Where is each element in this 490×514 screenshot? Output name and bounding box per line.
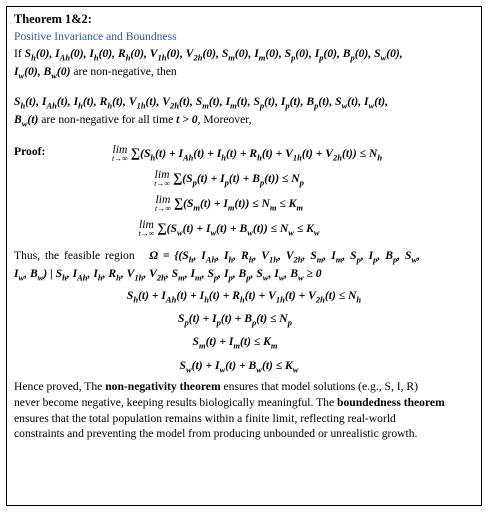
state-vars-2: $B_w(t)$ xyxy=(14,113,39,129)
lim-operator: lim t→∞ xyxy=(154,193,171,213)
boundedness-term: boundedness theorem xyxy=(337,395,445,409)
theorem-box xyxy=(6,6,482,506)
conclusion-line-4: constraints and preventing the model from producing unbounded or unrealistic growth. xyxy=(14,427,418,441)
feasible-eq-3: $S_m(t) + I_m(t) \le K_m$ xyxy=(192,335,278,351)
proof-eq-1-row xyxy=(14,142,474,167)
proof-eq-2: lim t→∞ $\sum(S_p(t) + I_p(t) + B_p(t)) \le N_p$ xyxy=(154,168,304,188)
feasible-eq-2: $S_p(t) + I_p(t) + B_p(t) \le N_p$ xyxy=(178,312,292,328)
statement-nonneg: are non-negative, then xyxy=(73,65,177,79)
feasible-region-line-1 xyxy=(14,248,474,266)
statement-moreover: , Moreover, xyxy=(197,113,252,127)
theorem-subtitle: Positive Invariance and Boundness xyxy=(14,30,177,44)
omega-set-1: $\Omega = \{(S_h$, $I_{Ah}$, $I_h$, $R_h$, $V_{1h}$, $V_{2h}$, $S_m$, $I_m$, $S_p$, $I_p$, $B_p$, $S_w$, xyxy=(149,249,421,265)
non-negativity-term: non-negativity theorem xyxy=(105,379,221,393)
feasible-intro: Thus, the feasible region xyxy=(14,249,135,263)
statement-line-2 xyxy=(14,64,474,82)
statement-line-3 xyxy=(14,94,474,112)
lim-operator: lim t→∞ xyxy=(154,168,171,188)
conclusion-line-1: Hence proved, The non-negativity theorem ensures that model solutions (e.g., S, I, R) xyxy=(14,379,419,393)
feasible-eq-1: $S_h(t) + I_{Ah}(t) + I_h(t) + R_h(t) + V_{1h}(t) + V_{2h}(t) \le N_h$ xyxy=(126,289,362,305)
statement-line-1 xyxy=(14,46,474,64)
statement-line-4 xyxy=(14,112,474,130)
feasible-eq-4: $S_w(t) + I_w(t) + B_w(t) \le K_w$ xyxy=(179,358,299,374)
proof-eq-3: lim t→∞ $\sum(S_m(t) + I_m(t)) \le N_m \le K_m$ xyxy=(154,193,304,213)
lim-operator: lim t→∞ xyxy=(138,218,155,238)
statement-all-time: are non-negative for all time xyxy=(41,113,174,127)
proof-eq-1: lim t→∞ $\sum(S_h(t) + I_{Ah}(t) + I_h(t) + R_h(t) + V_{1h}(t) + V_{2h}(t)) \le N_h$ xyxy=(111,143,383,163)
state-vars-1: $S_h(t)$, $I_{Ah}(t)$, $I_h(t)$, $R_h(t)$, $V_{1h}(t)$, $V_{2h}(t)$, $S_m(t)$, $I_m(t)$, $S_p(t)$, $I_p(t)$, $B_p(t)$, $S_w(t)$, $I_w(t)$, xyxy=(14,95,389,111)
statement-if: If xyxy=(14,47,22,61)
initial-conditions-1: $S_h(0)$, $I_{Ah}(0)$, $I_h(0)$, $R_h(0)$, $V_{1h}(0)$, $V_{2h}(0)$, $S_m(0)$, $I_m(0)$, $S_p(0)$, $I_p(0)$, $B_p(0)$, $S_w(0)$, xyxy=(24,47,403,63)
time-condition: t > 0 xyxy=(176,113,198,127)
conclusion-line-3: ensures that the total population remains within a finite limit, reflecting real-world xyxy=(14,411,396,425)
lim-operator: lim t→∞ xyxy=(111,143,128,163)
proof-eq-4: lim t→∞ $\sum(S_w(t) + I_w(t) + B_w(t)) \le N_w \le K_w$ xyxy=(138,218,320,238)
proof-label: Proof: xyxy=(14,145,46,159)
initial-conditions-2: $I_w(0)$, $B_w(0)$ xyxy=(14,65,71,81)
omega-set-2: $I_w$, $B_w$) | $S_h$, $I_{Ah}$, $I_h$, $R_h$, $V_{1h}$, $V_{2h}$, $S_m$, $I_m$, $S_p$, $I_p$, $B_p$, $S_w$, $I_w$, $B_w \ge 0$ xyxy=(14,267,322,283)
feasible-region-line-2 xyxy=(14,266,474,284)
conclusion-line-2: never become negative, keeping results biologically meaningful. The boundedness theorem xyxy=(14,395,445,409)
theorem-title: Theorem 1&2: xyxy=(14,12,92,26)
